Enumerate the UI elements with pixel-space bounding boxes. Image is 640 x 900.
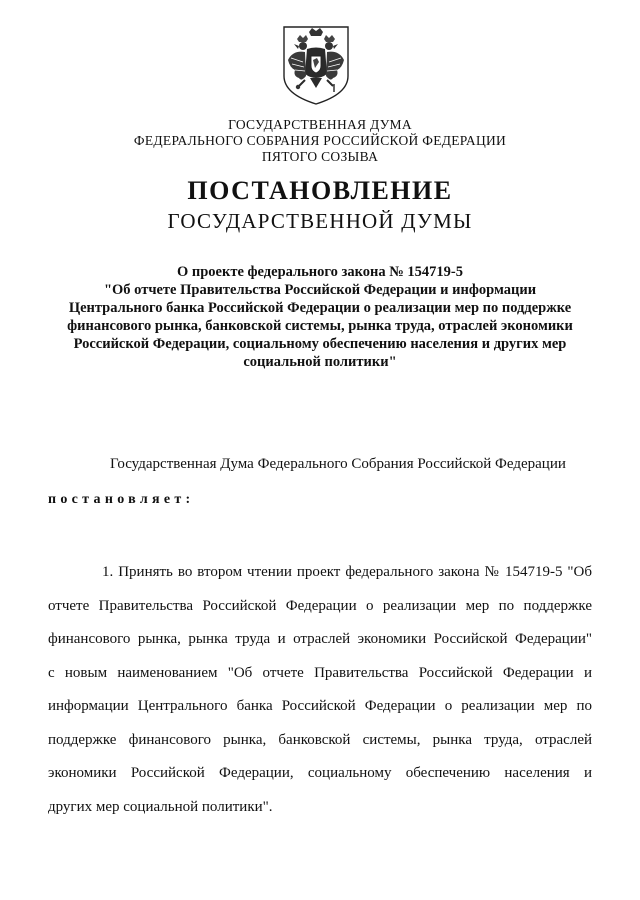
subject-line: Российской Федерации, социальному обеспечению населения и других мер	[73, 336, 567, 352]
paragraph-line: с новым наименованием "Об отчете Правительства Российской Федерации и	[48, 664, 592, 681]
preamble-text: Государственная Дума Федерального Собрания Российской Федерации	[110, 456, 566, 472]
decides-keyword: постановляет:	[48, 492, 195, 507]
document-type-title: ПОСТАНОВЛЕНИЕ	[187, 176, 453, 205]
resolution-subject	[60, 263, 580, 371]
header-line-convocation: ПЯТОГО СОЗЫВА	[261, 149, 379, 164]
subject-line: "Об отчете Правительства Российской Федерации и информации	[103, 282, 537, 298]
issuing-body-header	[0, 117, 640, 165]
subject-line: Центрального банка Российской Федерации о реализации мер по поддержке	[68, 300, 572, 316]
paragraph-line: поддержке финансового рынка, банковской системы, рынка труда, отраслей	[48, 731, 592, 748]
header-line-duma: ГОСУДАРСТВЕННАЯ ДУМА	[228, 117, 412, 132]
paragraph-1	[48, 556, 592, 824]
subject-line: социальной политики"	[243, 354, 397, 370]
paragraph-line: других мер социальной политики".	[48, 798, 273, 815]
paragraph-line: отчете Правительства Российской Федерации о реализации мер по поддержке	[48, 597, 592, 614]
paragraph-line: финансового рынка, рынка труда и отраслей экономики Российской Федерации"	[48, 631, 592, 647]
document-issuer-title: ГОСУДАРСТВЕННОЙ ДУМЫ	[167, 209, 473, 233]
subject-line: О проекте федерального закона № 154719-5	[176, 264, 464, 280]
paragraph-line: 1. Принять во втором чтении проект федерального закона № 154719-5 "Об	[102, 564, 592, 580]
subject-line: финансового рынка, банковской системы, рынка труда, отраслей экономики	[67, 318, 573, 334]
paragraph-line: информации Центрального банка Российской Федерации о реализации мер по	[48, 698, 592, 714]
double-headed-eagle-emblem-icon	[281, 24, 351, 106]
paragraph-line: экономики Российской Федерации, социальному обеспечению населения и	[48, 765, 592, 781]
header-line-assembly: ФЕДЕРАЛЬНОГО СОБРАНИЯ РОССИЙСКОЙ ФЕДЕРАЦИИ	[133, 133, 507, 148]
